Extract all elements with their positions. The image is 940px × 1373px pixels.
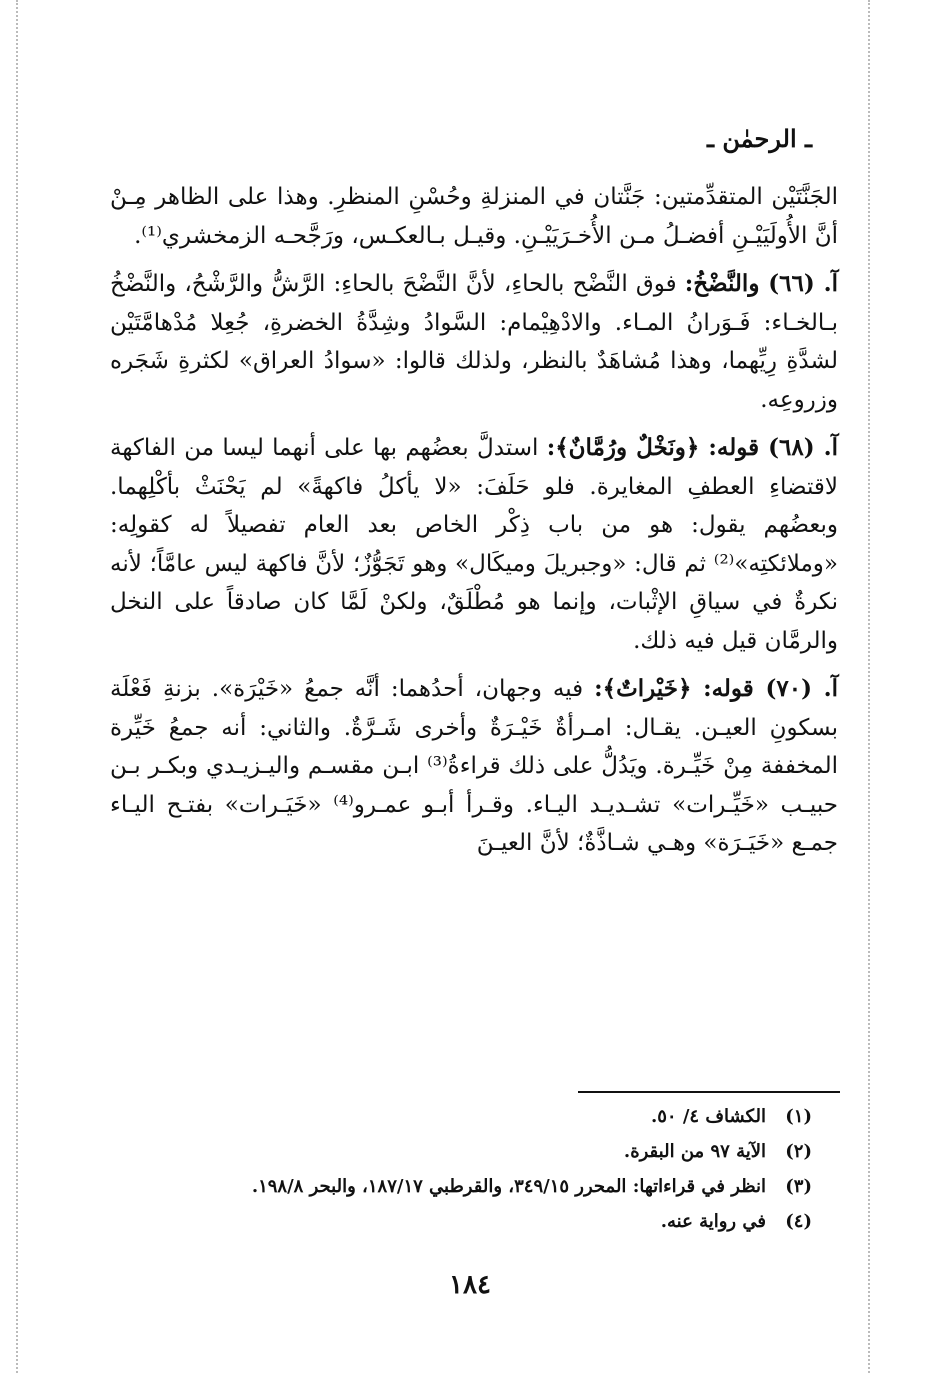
footnote-item [92,1204,812,1239]
paragraph-lead: آ. (٦٦) والنَّضْخُ: [684,270,838,297]
footnote-number: (٣) [785,1176,812,1197]
footnote-text: الآية ٩٧ من البقرة. [623,1141,766,1162]
paragraph-4 [110,670,838,863]
footnote-number: (٢) [785,1141,812,1162]
paragraph-lead: آ. (٦٨) قوله: ﴿ونَخْلٌ ورُمَّانٌ﴾: [546,434,838,461]
paragraph-text: فوق النَّضْح بالحاءِ، لأنَّ النَّضْحَ بالحاءِ: الرَّشُّ والرَّشْحُ، والنَّضْخُ بـالخـاء: فَـوَرانُ المـاء. والادْهِيْمام: السَّوادُ وشِدَّةُ الخضرةِ، جُعِلا مُدْهامَّتَيْن لشدَّةِ رِيِّهما، وهذا مُشاهَدٌ بالنظر، ولذلك قالوا: «سوادُ العراق» لكثرةِ شَجَره وزروعِه. [110,271,838,413]
footnotes [92,1099,812,1239]
running-header: ـ الرحمٰن ـ [707,124,812,153]
footnote-text: انظر في قراءاتها: المحرر ٣٤٩/١٥، والقرطبي ١٨٧/١٧، والبحر ١٩٨/٨. [251,1176,766,1197]
paragraph-text: الجَنَّتَيْن المتقدِّمتين: جَنَّتان في المنزلةِ وحُسْنِ المنظرِ. وهذا على الظاهر مِـنْ أنَّ الأُولَيَيْـنِ أفضـلُ مـن الأُخـرَيَيْـنِ. وقيـل بـالعكـس، ورَجَّحـه الزمخشري⁽¹⁾. [110,184,838,249]
paragraph-lead: آ. (٧٠) قوله: ﴿خَيْراتٌ﴾: [594,675,838,702]
paragraph-3 [110,429,838,660]
scan-margin-dots-right [868,0,870,1373]
paragraph-text: فيه وجهان، أحدُهما: أنَّه جمعُ «خَيْرَة». بزنةِ فَعْلَة بسكونِ العيـن. يقـال: امـرأةٌ خَيْـرَةٌ وأخرى شَـرَّةٌ. والثاني: أنه جمعُ خَيِّرة المخففة مِنْ خَيِّـرة. ويَدُلُّ على ذلك قراءةُ⁽³⁾ ابـن مقسـم واليـزيـدي وبكـر بـن حبيـب «خَيِّـرات» تشـديـد اليـاء. وقـرأ أبـو عمـرو⁽⁴⁾ «خَيَـرات» بفتـح اليـاء جمـع «خَيَـرَة» وهـي شـاذَّةٌ؛ لأنَّ العيـنَ [110,676,838,856]
footnote-text: الكشاف ٤/ ٥٠. [650,1106,766,1127]
main-text [110,178,838,863]
page-number: ١٨٤ [449,1270,491,1300]
paragraph-1 [110,178,838,255]
footnote-number: (١) [785,1106,812,1127]
paragraph-text: استدلَّ بعضُهم بها على أنهما ليسا من الفاكهة لاقتضاءِ العطفِ المغايرة. فلو حَلَفَ: «لا يأكلُ فاكهةً» لم يَحْنَثْ بأكْلِهما. وبعضُهم يقول: هو من باب ذِكْر الخاص بعد العام تفصيلاً له كقولِه: «وملائكتِه»⁽²⁾ ثم قال: «وجبريلَ وميكَال» وهو تَجَوُّزٌ؛ لأنَّ فاكهة ليس عامَّاً؛ لأنه نكرةٌ في سياقِ الإثْبات، وإنما هو مُطْلَقٌ، ولكنْ لَمَّا كان صادقاً على النخل والرمَّان قيل فيه ذلك. [110,435,838,654]
footnote-item [92,1134,812,1169]
scan-margin-dots-left [16,0,18,1373]
footnote-divider [578,1091,840,1093]
footnote-number: (٤) [785,1211,812,1232]
footnote-text: في رواية عنه. [660,1211,766,1232]
footnote-item [92,1169,812,1204]
footnote-item [92,1099,812,1134]
paragraph-2 [110,265,838,419]
